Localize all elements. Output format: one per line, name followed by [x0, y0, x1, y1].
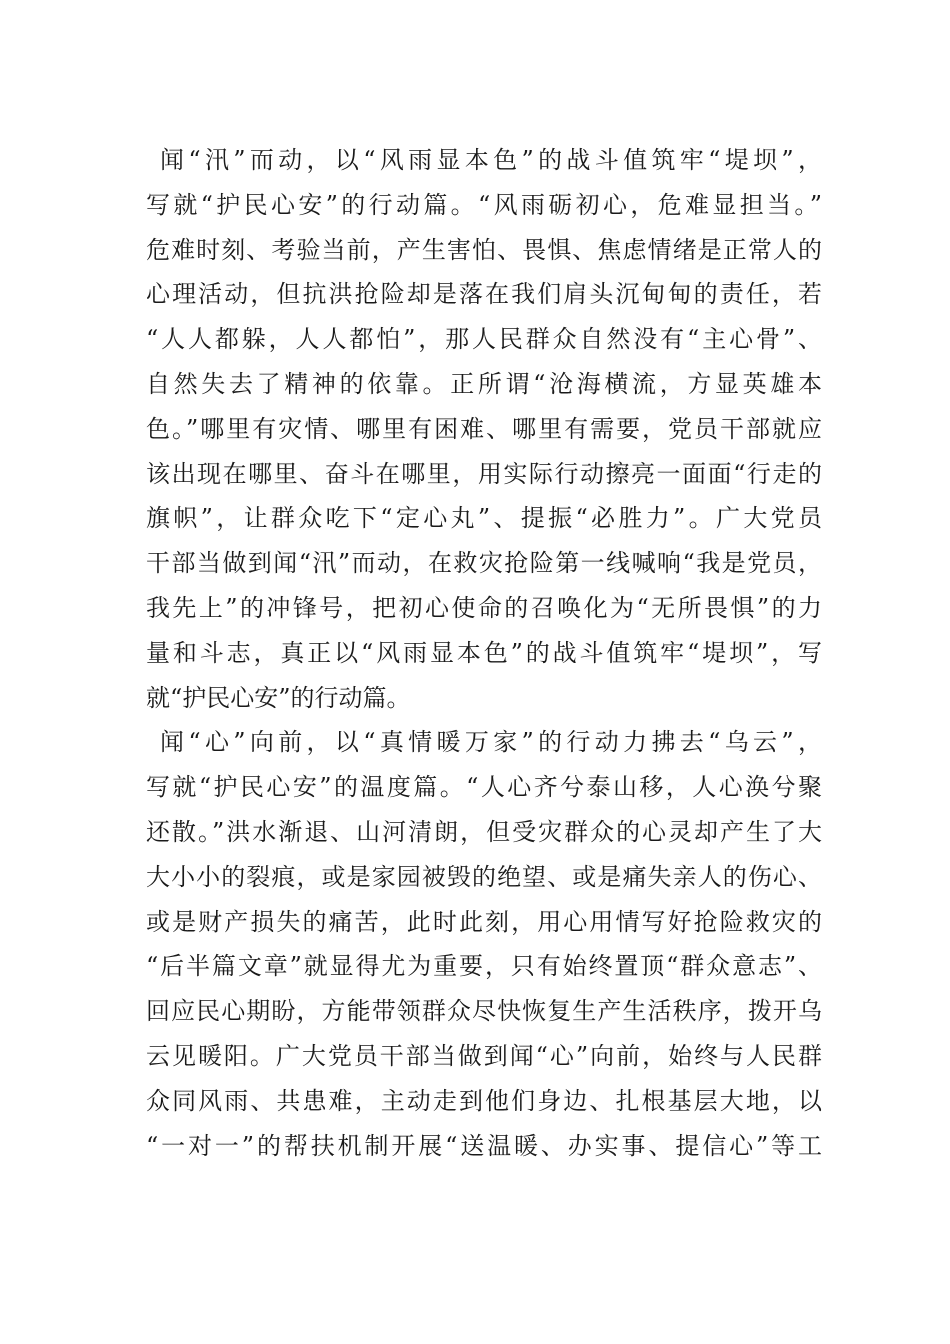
text-line: 该出现在哪里、奋斗在哪里，用实际行动擦亮一面面“行走的	[146, 459, 822, 488]
text-line: 色。”哪里有灾情、哪里有困难、哪里有需要，党员干部就应	[146, 414, 822, 443]
document-page	[146, 138, 822, 1168]
text-line: 就“护民心安”的行动篇。	[146, 683, 411, 712]
text-line: 写就“护民心安”的温度篇。“人心齐兮泰山移，人心涣兮聚	[146, 773, 822, 802]
text-line: 自然失去了精神的依靠。正所谓“沧海横流，方显英雄本	[146, 369, 822, 398]
text-line: 写就“护民心安”的行动篇。“风雨砺初心，危难显担当。”	[146, 190, 822, 219]
text-line: 或是财产损失的痛苦，此时此刻，用心用情写好抢险救灾的	[146, 907, 822, 936]
text-line: 还散。”洪水渐退、山河清朗，但受灾群众的心灵却产生了大	[146, 817, 822, 846]
text-line: 回应民心期盼，方能带领群众尽快恢复生产生活秩序，拨开乌	[146, 997, 822, 1026]
text-line: 心理活动，但抗洪抢险却是落在我们肩头沉甸甸的责任，若	[146, 280, 822, 309]
text-line: 云见暖阳。广大党员干部当做到闻“心”向前，始终与人民群	[146, 1041, 822, 1070]
text-line: 量和斗志，真正以“风雨显本色”的战斗值筑牢“堤坝”，写	[146, 638, 822, 667]
text-line: 旗帜”，让群众吃下“定心丸”、提振“必胜力”。广大党员	[146, 504, 822, 533]
text-line: 我先上”的冲锋号，把初心使命的召唤化为“无所畏惧”的力	[146, 593, 822, 622]
paragraph-heart-forward	[146, 720, 822, 1168]
paragraph-flood-action	[146, 138, 822, 720]
text-line: “人人都躲，人人都怕”，那人民群众自然没有“主心骨”、	[146, 325, 822, 354]
text-line: 大小小的裂痕，或是家园被毁的绝望、或是痛失亲人的伤心、	[146, 862, 822, 891]
text-line: 众同风雨、共患难，主动走到他们身边、扎根基层大地，以	[146, 1086, 822, 1115]
text-line: “一对一”的帮扶机制开展“送温暖、办实事、提信心”等工	[146, 1131, 822, 1160]
text-line: 闻“汛”而动，以“风雨显本色”的战斗值筑牢“堤坝”，	[160, 146, 822, 174]
text-line: 闻“心”向前，以“真情暖万家”的行动力拂去“乌云”，	[160, 728, 822, 757]
text-line: 干部当做到闻“汛”而动，在救灾抢险第一线喊响“我是党员，	[146, 549, 822, 578]
text-line: 危难时刻、考验当前，产生害怕、畏惧、焦虑情绪是正常人的	[146, 235, 822, 264]
text-line: “后半篇文章”就显得尤为重要，只有始终置顶“群众意志”、	[146, 952, 822, 981]
